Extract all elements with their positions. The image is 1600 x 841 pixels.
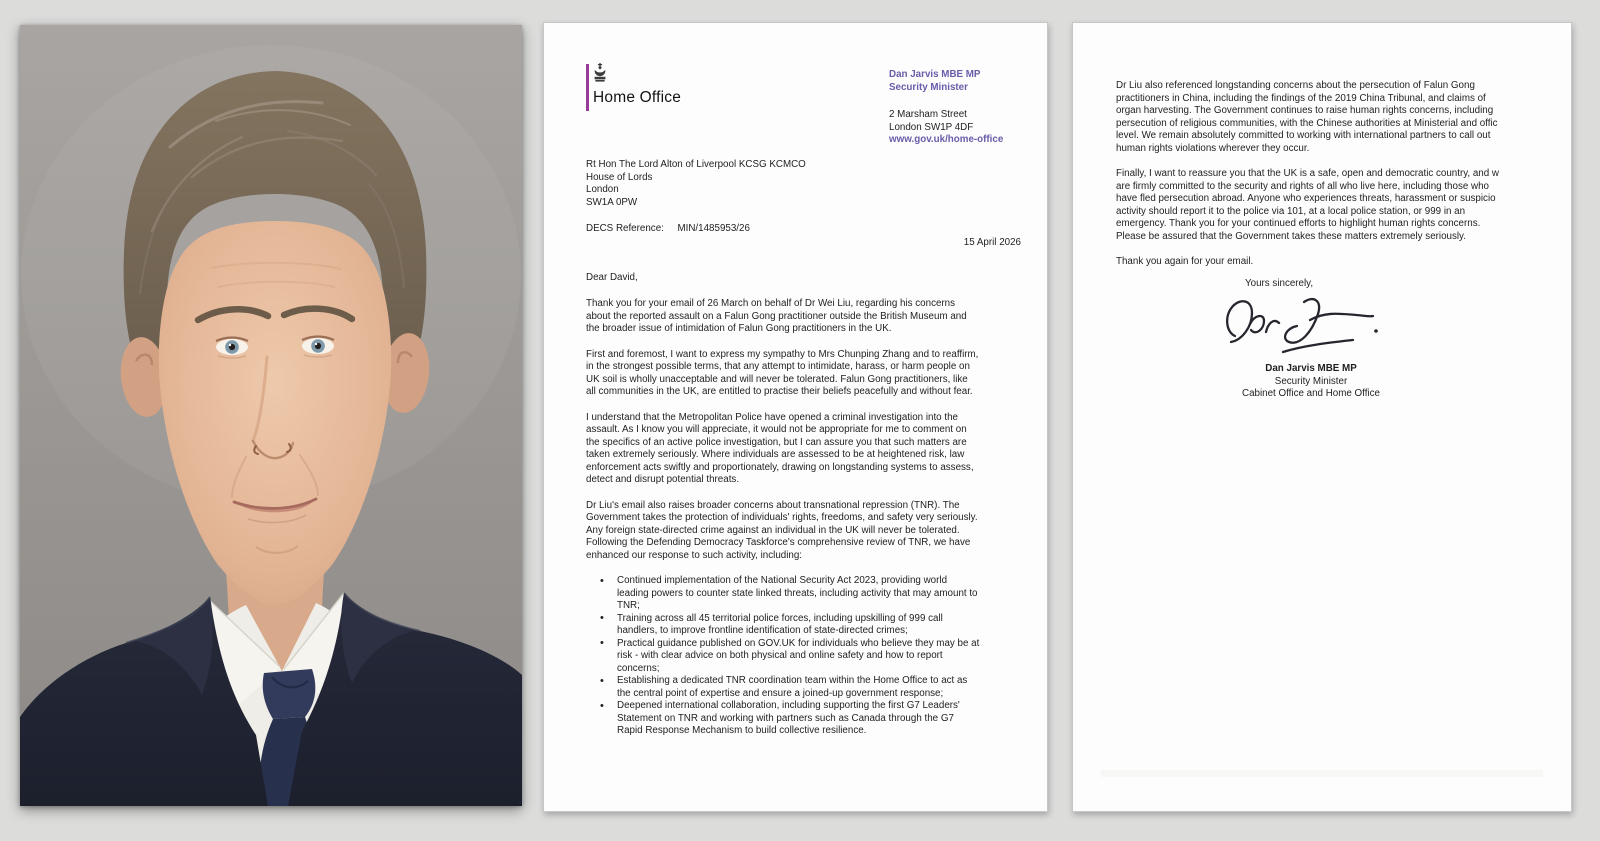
bullet-item: [586, 613, 1026, 638]
text-line: emergency. Thank you for your continued efforts to highlight human rights concerns.: [1116, 218, 1481, 229]
text-line: practitioners in China, including the findings of the 2019 China Tribunal, and claims of: [1116, 92, 1486, 104]
bullet-item: [586, 675, 1026, 700]
letter-page-2: [1072, 22, 1572, 812]
sender-name: Dan Jarvis MBE MP: [889, 69, 981, 80]
crown-icon-svg: [593, 63, 607, 82]
text-line: taken extremely seriously. Where individuals are assessed to be at heightened risk, law: [586, 449, 965, 460]
crown-icon: [593, 63, 607, 82]
text-line: handlers, to improve frontline identification of state-directed crimes;: [617, 625, 908, 636]
text-line: • Establishing a dedicated TNR coordination team within the Home Office to act as: [617, 675, 968, 686]
text-line: Any foreign state-directed crime against an individual in the UK will never be tolerated.: [586, 524, 960, 536]
text-line: organ harvesting. The Government continues to raise human rights concerns, including: [1116, 105, 1494, 116]
text-line: SW1A 0PW: [586, 196, 638, 208]
paragraph: [586, 298, 1026, 336]
text-line: London: [586, 184, 619, 195]
text-line: detect and disrupt potential threats.: [586, 474, 740, 485]
text-line: activity should report it to the police via 101, at a local police station, or 999 in an: [1116, 205, 1466, 217]
bullet-list: [586, 575, 1026, 738]
text-line: the specifics of an active police investigation, but I can assure you that such matters are: [586, 436, 967, 448]
text-line: enforcement acts swiftly and proportionately, drawing on longstanding systems to assess,: [586, 461, 974, 473]
text-line: concerns;: [617, 662, 660, 674]
paragraph: [586, 412, 1026, 487]
handwritten-signature: [1213, 287, 1385, 365]
sender-address-line-1: 2 Marsham Street: [889, 109, 967, 120]
sender-address-line-2: London SW1P 4DF: [889, 121, 974, 133]
text-line: Thank you again for your email.: [1116, 256, 1254, 267]
scan-artifact-rule: [1101, 770, 1543, 777]
text-line: UK soil is wholly unacceptable and will never be tolerated. Falun Gong practitioners, like: [586, 373, 968, 385]
decs-reference: DECS Reference: MIN/1485953/26: [586, 223, 750, 234]
text-line: Finally, I want to reassure you that the UK is a safe, open and democratic country, and w: [1116, 168, 1500, 179]
text-line: • Training across all 45 territorial police forces, including upskilling of 999 call: [617, 612, 943, 624]
text-line: are firmly committed to the security and rights of all who live here, including those who: [1116, 180, 1489, 192]
portrait-illustration: [20, 25, 522, 806]
text-line: Government takes the protection of individuals' rights, freedoms, and safety very seriously.: [586, 512, 978, 523]
text-line: Thank you for your email of 26 March on behalf of Dr Wei Liu, regarding his concerns: [586, 298, 956, 309]
text-line: • Continued implementation of the National Security Act 2023, providing world: [617, 575, 948, 586]
text-line: in the strongest possible terms, that any attempt to intimidate, harass, or harm people on: [586, 361, 970, 372]
signatory-title: Security Minister: [1274, 375, 1348, 387]
spacer: [889, 94, 1003, 109]
text-line: Dr Liu also referenced longstanding concerns about the persecution of Falun Gong: [1116, 80, 1475, 91]
paragraph: [586, 500, 1026, 563]
closing-valediction: Yours sincerely,: [1245, 278, 1314, 289]
portrait-photo: [20, 25, 522, 806]
text-line: First and foremost, I want to express my sympathy to Mrs Chunping Zhang and to reaffirm,: [586, 348, 979, 360]
bullet-item: [586, 575, 1026, 613]
recipient-address: [586, 159, 806, 209]
text-line: human rights violations wherever they occur.: [1116, 142, 1310, 154]
text-line: persecution of religious communities, with the Chinese authorities at Ministerial and offic: [1116, 117, 1498, 129]
bullet-item: [586, 638, 1026, 676]
text-line: House of Lords: [586, 171, 653, 183]
home-office-logo-bar: [586, 64, 589, 111]
text-line: risk - with clear advice on both physical and online safety and how to report: [617, 650, 943, 661]
home-office-logo-text: Home Office: [593, 89, 682, 106]
text-line: leading powers to counter state linked threats, including activity that may amount to: [617, 587, 978, 599]
text-line: Dr Liu's email also raises broader concerns about transnational repression (TNR). The: [586, 499, 960, 511]
bullet-item: [586, 700, 1026, 738]
letter-date: 15 April 2026: [963, 237, 1021, 248]
text-line: enhanced our response to such activity, including:: [586, 549, 803, 561]
text-line: • Practical guidance published on GOV.UK for individuals who believe they may be at: [617, 637, 980, 649]
paragraph: [586, 349, 1026, 399]
text-line: Rapid Response Mechanism to build collective resilience.: [617, 725, 867, 736]
letter-page-1: [543, 22, 1048, 812]
text-line: Please be assured that the Government takes these matters extremely seriously.: [1116, 230, 1466, 242]
sender-website-link[interactable]: www.gov.uk/home-office: [889, 134, 1004, 145]
paragraph: [1116, 168, 1568, 243]
text-line: about the reported assault on a Falun Gong practitioner outside the British Museum and: [586, 310, 967, 322]
letter-body-page-2: [1116, 80, 1568, 269]
text-line: all communities in the UK, are entitled to practise their beliefs peacefully and without fear.: [586, 386, 973, 397]
text-line: the central point of expertise and ensure a joined-up government response;: [617, 687, 944, 699]
text-line: the broader issue of intimidation of Falun Gong practitioners in the UK.: [586, 323, 892, 334]
salutation: Dear David,: [586, 272, 638, 283]
sender-title: Security Minister: [889, 81, 968, 93]
text-line: Following the Defending Democracy Taskforce's comprehensive review of TNR, we have: [586, 537, 971, 548]
paragraph: [1116, 256, 1568, 269]
text-line: level. We remain absolutely committed to working with international partners to call out: [1116, 130, 1491, 141]
signatory-name: Dan Jarvis MBE MP: [1265, 363, 1357, 374]
text-line: I understand that the Metropolitan Police have opened a criminal investigation into the: [586, 411, 958, 423]
signatory-department: Cabinet Office and Home Office: [1242, 388, 1380, 399]
text-line: assault. As I know you will appreciate, it would not be appropriate for me to comment on: [586, 424, 967, 435]
text-line: • Deepened international collaboration, including supporting the first G7 Leaders': [617, 700, 960, 711]
text-line: Rt Hon The Lord Alton of Liverpool KCSG KCMCO: [586, 159, 806, 170]
signature-block: [1199, 363, 1423, 401]
text-line: have fled persecution abroad. Anyone who experiences threats, harassment or suspicio: [1116, 193, 1496, 204]
text-line: TNR;: [617, 600, 640, 611]
letter-body-page-1: [586, 298, 1026, 738]
text-line: Statement on TNR and working with partners such as Canada through the G7: [617, 712, 954, 724]
paragraph: [1116, 80, 1568, 155]
sender-contact-block: [889, 69, 1003, 147]
